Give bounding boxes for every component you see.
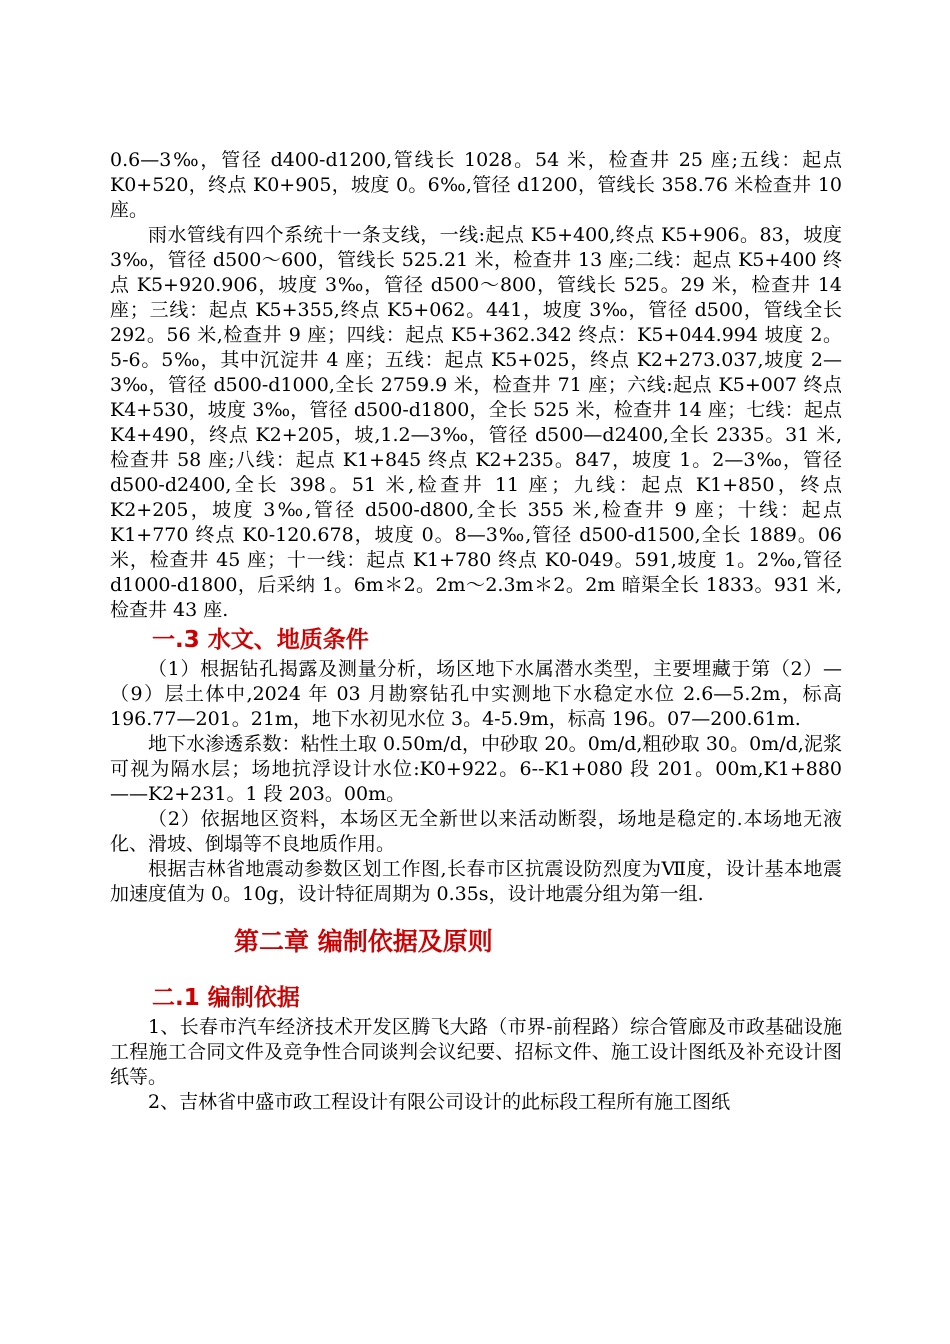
chapter-heading: 第二章 编制依据及原则 [234, 927, 493, 956]
section-heading-hydrology: 一.3 水文、地质条件 [152, 627, 369, 653]
document-page [110, 148, 842, 1115]
paragraph-rainwater-lines: 雨水管线有四个系统十一条支线，一线:起点 K5+400,终点 K5+906。83，坡度 3‰，管径 d500～600，管线长 525.21 米，检查井 13 座;二线：起点 K5+400 终点 K5+920.906，坡度 3‰，管径 d500～800，管线长 525。29 米，检查井 14 座；三线：起点 K5+355,终点 K5+062。441，坡度 3‰，管径 d500，管线全长 292。56 米,检查井 9 座；四线：起点 K5+362.342 终点：K5+044.994 坡度 2。5-6。5‰，其中沉淀井 4 座；五线：起点 K5+025，终点 K2+273.037,坡度 2—3‰，管径 d500-d1000,全长 2759.9 米，检查井 71 座；六线:起点 K5+007 终点 K4+530，坡度 3‰，管径 d500-d1800，全长 525 米，检查井 14 座；七线：起点 K4+490，终点 K2+205，坡,1.2—3‰，管径 d500—d2400,全长 2335。31 米,检查井 58 座;八线：起点 K1+845 终点 K2+235。847，坡度 1。2—3‰，管径 d500-d2400,全长 398。51 米,检查井 11 座；九线：起点 K1+850，终点 K2+205，坡度 3‰,管径 d500-d800,全长 355 米,检查井 9 座；十线：起点 K1+770 终点 K0-120.678，坡度 0。8—3‰,管径 d500-d1500,全长 1889。06 米，检查井 45 座；十一线：起点 K1+780 终点 K0-049。591,坡度 1。2‰,管径 d1000-d1800，后采纳 1。6m＊2。2m～2.3m＊2。2m 暗渠全长 1833。931 米,检查井 43 座. [110, 224, 842, 621]
paragraph-groundwater: （1）根据钻孔揭露及测量分析，场区地下水属潜水类型，主要埋藏于第（2）—（9）层土体中,2024 年 03 月勘察钻孔中实测地下水稳定水位 2.6—5.2m，标高 196.77—201。21m，地下水初见水位 3。4-5.9m，标高 196。07—200.61m. [110, 658, 842, 730]
paragraph-fault-stability: （2）依据地区资料，本场区无全新世以来活动断裂，场地是稳定的.本场地无液化、滑坡、倒塌等不良地质作用。 [110, 808, 842, 855]
section-heading-basis: 二.1 编制依据 [152, 985, 300, 1011]
paragraph-permeability: 地下水渗透系数：粘性土取 0.50m/d，中砂取 20。0m/d,粗砂取 30。0m/d,泥浆可视为隔水层；场地抗浮设计水位:K0+922。6--K1+080 段 201。00m,K1+880——K2+231。1 段 203。00m。 [110, 733, 842, 805]
paragraph-basis-2: 2、吉林省中盛市政工程设计有限公司设计的此标段工程所有施工图纸 [148, 1091, 731, 1113]
paragraph-seismic: 根据吉林省地震动参数区划工作图,长春市区抗震设防烈度为Ⅶ度，设计基本地震加速度值为 0。10g，设计特征周期为 0.35s，设计地震分组为第一组. [110, 858, 842, 905]
paragraph-drainage-line5: 0.6—3‰，管径 d400-d1200,管线长 1028。54 米，检查井 25 座;五线：起点 K0+520，终点 K0+905，坡度 0。6‰,管径 d1200，管线长 358.76 米检查井 10 座。 [110, 149, 842, 221]
paragraph-basis-1: 1、长春市汽车经济技术开发区腾飞大路（市界-前程路）综合管廊及市政基础设施工程施工合同文件及竞争性合同谈判会议纪要、招标文件、施工设计图纸及补充设计图纸等。 [110, 1016, 842, 1088]
